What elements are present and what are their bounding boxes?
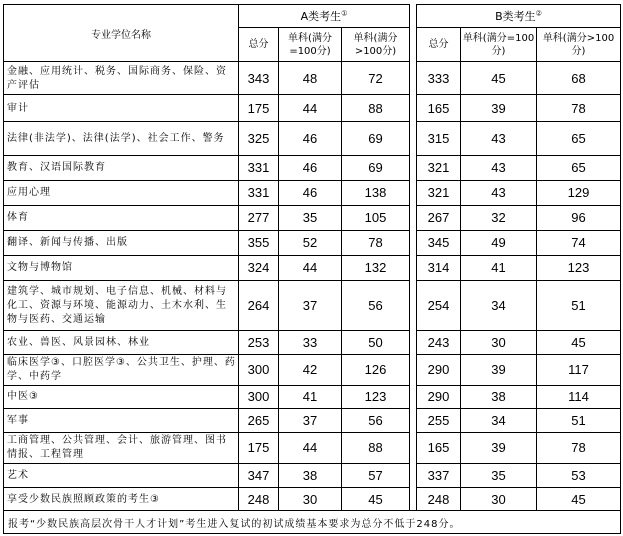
column-gap: [410, 205, 417, 230]
b-single-le100-cell: 38: [461, 385, 537, 408]
a-single-gt100-cell: 45: [342, 488, 410, 511]
major-name-cell: 农业、兽医、风景园林、林业: [4, 330, 239, 354]
table-row: [4, 432, 621, 463]
a-single-le100-cell: 41: [279, 385, 342, 408]
b-total-cell: 248: [417, 488, 461, 511]
major-name-cell: 金融、应用统计、税务、国际商务、保险、资产评估: [4, 62, 239, 95]
table-row: [4, 62, 621, 95]
a-single-gt100-cell: 56: [342, 280, 410, 330]
column-gap: [410, 488, 417, 511]
a-single-gt100-header: 单科(满分>100分): [342, 28, 410, 62]
table-row: [4, 385, 621, 408]
a-total-cell: 175: [239, 432, 279, 463]
a-single-le100-cell: 52: [279, 230, 342, 255]
a-total-cell: 331: [239, 155, 279, 180]
b-single-le100-cell: 43: [461, 122, 537, 155]
b-total-cell: 337: [417, 464, 461, 488]
table-row: [4, 408, 621, 432]
b-total-cell: 165: [417, 95, 461, 122]
major-name-cell: 临床医学③、口腔医学③、公共卫生、护理、药学、中药学: [4, 354, 239, 385]
b-single-le100-cell: 34: [461, 408, 537, 432]
major-name-cell: 艺术: [4, 464, 239, 488]
b-single-gt100-cell: 45: [537, 330, 621, 354]
score-table: [3, 4, 621, 534]
b-single-gt100-cell: 65: [537, 122, 621, 155]
major-name-cell: 体育: [4, 205, 239, 230]
b-total-cell: 243: [417, 330, 461, 354]
b-single-gt100-cell: 117: [537, 354, 621, 385]
footnote-row: [4, 511, 621, 534]
table-row: [4, 330, 621, 354]
b-total-cell: 314: [417, 255, 461, 280]
table-row: [4, 280, 621, 330]
b-single-gt100-cell: 68: [537, 62, 621, 95]
column-gap: [410, 180, 417, 205]
table-row: [4, 354, 621, 385]
a-single-le100-cell: 46: [279, 122, 342, 155]
column-gap: [410, 62, 417, 95]
b-single-le100-cell: 35: [461, 464, 537, 488]
column-gap: [410, 408, 417, 432]
column-gap: [410, 330, 417, 354]
group-b-footnote-mark: ②: [535, 9, 542, 18]
b-single-le100-cell: 30: [461, 330, 537, 354]
b-total-cell: 290: [417, 354, 461, 385]
a-single-le100-cell: 46: [279, 155, 342, 180]
a-single-le100-cell: 37: [279, 408, 342, 432]
b-total-cell: 267: [417, 205, 461, 230]
a-single-le100-cell: 44: [279, 95, 342, 122]
a-total-cell: 324: [239, 255, 279, 280]
a-total-cell: 248: [239, 488, 279, 511]
major-name-cell: 法律(非法学)、法律(法学)、社会工作、警务: [4, 122, 239, 155]
b-single-gt100-cell: 51: [537, 408, 621, 432]
table-row: [4, 230, 621, 255]
b-single-le100-cell: 34: [461, 280, 537, 330]
a-single-gt100-cell: 50: [342, 330, 410, 354]
b-total-header: 总分: [417, 28, 461, 62]
b-total-cell: 345: [417, 230, 461, 255]
footnote-text: 报考“少数民族高层次骨干人才计划”考生进入复试的初试成绩基本要求为总分不低于248分。: [4, 511, 621, 534]
a-single-le100-cell: 44: [279, 255, 342, 280]
a-single-gt100-cell: 126: [342, 354, 410, 385]
major-name-cell: 教育、汉语国际教育: [4, 155, 239, 180]
table-row: [4, 464, 621, 488]
b-total-cell: 254: [417, 280, 461, 330]
b-single-le100-cell: 45: [461, 62, 537, 95]
a-single-gt100-cell: 132: [342, 255, 410, 280]
table-row: [4, 488, 621, 511]
b-single-gt100-cell: 129: [537, 180, 621, 205]
a-single-gt100-cell: 57: [342, 464, 410, 488]
b-single-gt100-cell: 123: [537, 255, 621, 280]
b-total-cell: 315: [417, 122, 461, 155]
group-b-header: [417, 5, 621, 28]
column-gap: [410, 280, 417, 330]
a-total-cell: 343: [239, 62, 279, 95]
group-b-label: B类考生: [495, 10, 536, 23]
b-single-gt100-header: 单科(满分>100分): [537, 28, 621, 62]
a-single-le100-cell: 46: [279, 180, 342, 205]
a-single-gt100-cell: 69: [342, 122, 410, 155]
b-single-gt100-cell: 114: [537, 385, 621, 408]
major-name-cell: 文物与博物馆: [4, 255, 239, 280]
a-total-cell: 300: [239, 354, 279, 385]
b-single-gt100-cell: 74: [537, 230, 621, 255]
b-single-le100-cell: 32: [461, 205, 537, 230]
b-single-le100-cell: 30: [461, 488, 537, 511]
a-total-cell: 175: [239, 95, 279, 122]
column-gap: [410, 432, 417, 463]
column-gap: [410, 385, 417, 408]
a-total-cell: 253: [239, 330, 279, 354]
a-total-cell: 300: [239, 385, 279, 408]
a-single-le100-cell: 44: [279, 432, 342, 463]
a-total-cell: 347: [239, 464, 279, 488]
column-gap: [410, 255, 417, 280]
group-a-header: [239, 5, 410, 28]
a-single-le100-cell: 38: [279, 464, 342, 488]
a-single-gt100-cell: 88: [342, 432, 410, 463]
a-single-gt100-cell: 78: [342, 230, 410, 255]
b-single-le100-cell: 43: [461, 180, 537, 205]
b-total-cell: 290: [417, 385, 461, 408]
b-single-le100-cell: 41: [461, 255, 537, 280]
a-single-gt100-cell: 138: [342, 180, 410, 205]
a-single-le100-cell: 33: [279, 330, 342, 354]
b-single-le100-cell: 49: [461, 230, 537, 255]
group-a-label: A类考生: [300, 10, 342, 23]
b-single-gt100-cell: 96: [537, 205, 621, 230]
major-name-cell: 应用心理: [4, 180, 239, 205]
table-row: [4, 255, 621, 280]
column-gap: [410, 95, 417, 122]
column-gap: [410, 155, 417, 180]
a-single-le100-cell: 37: [279, 280, 342, 330]
b-single-gt100-cell: 51: [537, 280, 621, 330]
a-total-cell: 264: [239, 280, 279, 330]
a-total-cell: 265: [239, 408, 279, 432]
table-row: [4, 155, 621, 180]
a-single-le100-cell: 35: [279, 205, 342, 230]
major-name-cell: 工商管理、公共管理、会计、旅游管理、图书情报、工程管理: [4, 432, 239, 463]
b-single-le100-header: 单科(满分=100分): [461, 28, 537, 62]
major-name-cell: 享受少数民族照顾政策的考生③: [4, 488, 239, 511]
a-total-header: 总分: [239, 28, 279, 62]
major-name-cell: 建筑学、城市规划、电子信息、机械、材料与化工、资源与环境、能源动力、土木水利、生物与医药、交通运输: [4, 280, 239, 330]
a-single-gt100-cell: 69: [342, 155, 410, 180]
column-gap: [410, 5, 417, 62]
b-single-gt100-cell: 53: [537, 464, 621, 488]
column-gap: [410, 464, 417, 488]
b-single-gt100-cell: 65: [537, 155, 621, 180]
header-row-groups: [4, 5, 621, 28]
a-single-gt100-cell: 88: [342, 95, 410, 122]
b-total-cell: 255: [417, 408, 461, 432]
major-name-cell: 中医③: [4, 385, 239, 408]
table-row: [4, 180, 621, 205]
b-single-le100-cell: 43: [461, 155, 537, 180]
column-gap: [410, 354, 417, 385]
b-total-cell: 165: [417, 432, 461, 463]
b-single-gt100-cell: 78: [537, 432, 621, 463]
a-total-cell: 355: [239, 230, 279, 255]
major-name-cell: 翻译、新闻与传播、出版: [4, 230, 239, 255]
major-column-header: 专业学位名称: [4, 5, 239, 62]
b-total-cell: 333: [417, 62, 461, 95]
table-body: [4, 62, 621, 511]
column-gap: [410, 230, 417, 255]
a-single-gt100-cell: 56: [342, 408, 410, 432]
a-total-cell: 331: [239, 180, 279, 205]
b-single-le100-cell: 39: [461, 95, 537, 122]
a-single-le100-cell: 42: [279, 354, 342, 385]
a-single-le100-cell: 48: [279, 62, 342, 95]
b-single-gt100-cell: 78: [537, 95, 621, 122]
b-single-le100-cell: 39: [461, 432, 537, 463]
b-single-le100-cell: 39: [461, 354, 537, 385]
a-single-gt100-cell: 123: [342, 385, 410, 408]
major-name-cell: 军事: [4, 408, 239, 432]
a-single-le100-cell: 30: [279, 488, 342, 511]
b-total-cell: 321: [417, 180, 461, 205]
table-row: [4, 205, 621, 230]
b-single-gt100-cell: 45: [537, 488, 621, 511]
a-total-cell: 277: [239, 205, 279, 230]
a-single-gt100-cell: 72: [342, 62, 410, 95]
table-row: [4, 122, 621, 155]
b-total-cell: 321: [417, 155, 461, 180]
group-a-footnote-mark: ①: [341, 9, 348, 18]
major-name-cell: 审计: [4, 95, 239, 122]
table-row: [4, 95, 621, 122]
a-single-gt100-cell: 105: [342, 205, 410, 230]
a-single-le100-header: 单科(满分=100分): [279, 28, 342, 62]
a-total-cell: 325: [239, 122, 279, 155]
column-gap: [410, 122, 417, 155]
